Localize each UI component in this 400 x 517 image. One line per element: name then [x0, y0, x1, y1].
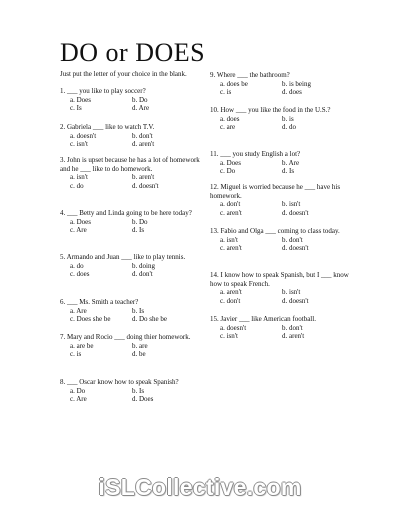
option-a: a. Does [220, 158, 241, 167]
option-d: d. doesn't [282, 208, 309, 217]
worksheet-title: DO or DOES [60, 38, 206, 67]
option-b: b. is [282, 114, 294, 123]
option-d: d. doesn't [282, 244, 309, 253]
answer-options [60, 342, 192, 359]
option-b: b. doing [132, 261, 155, 270]
option-a: a. doesn't [220, 323, 247, 332]
question-6 [60, 298, 192, 324]
question-text: 13. Fabio and Olga ___ coming to class today. [210, 227, 340, 235]
question-14 [210, 271, 355, 305]
option-b: b. Do [132, 95, 148, 104]
answer-options [210, 159, 342, 176]
answer-options [210, 324, 342, 341]
option-b: b. Do [132, 217, 148, 226]
option-d: d. does [282, 88, 302, 97]
option-d: d. Does [132, 395, 154, 404]
question-text: 14. I know how to speak Spanish, but I ___ know how to speak French. [210, 271, 349, 288]
question-text: 6. ___ Ms. Smith a teacher? [60, 298, 139, 306]
question-text: 15. Javier ___ like American football. [210, 315, 316, 323]
option-d: d. be [132, 350, 146, 359]
option-c: c. Are [70, 395, 87, 404]
option-c: c. is [70, 350, 82, 359]
answer-options [210, 80, 342, 97]
option-b: b. don't [282, 235, 303, 244]
option-a: a. Do [70, 386, 86, 395]
option-a: a. does be [220, 79, 248, 88]
question-3 [60, 156, 200, 190]
answer-options [210, 236, 342, 253]
question-text: 10. How ___ you like the food in the U.S.? [210, 106, 331, 114]
option-d: d. aren't [132, 140, 155, 149]
option-d: d. Do she be [132, 315, 167, 324]
option-d: d. Is [282, 167, 295, 176]
question-text: 9. Where ___ the bathroom? [210, 71, 290, 79]
option-b: b. don't [132, 131, 153, 140]
option-c: c. Are [70, 226, 87, 235]
answer-options [60, 307, 192, 324]
option-d: d. don't [132, 270, 153, 279]
watermark-logo: iSLCollective.com [98, 474, 302, 500]
question-text: 11. ___ you study English a lot? [210, 150, 301, 158]
option-d: d. do [282, 123, 296, 132]
option-d: d. doesn't [132, 181, 159, 190]
answer-options [60, 132, 192, 149]
answer-options [60, 173, 200, 190]
option-d: d. Are [132, 104, 150, 113]
option-a: a. don't [220, 200, 241, 209]
answer-options [210, 288, 355, 305]
option-a: a. isn't [70, 173, 88, 182]
option-c: c. Is [70, 104, 82, 113]
option-c: c. aren't [220, 244, 242, 253]
answer-options [60, 262, 192, 279]
instructions: Just put the letter of your choice in the blank. [60, 70, 187, 78]
question-8 [60, 378, 192, 404]
question-text: 12. Miguel is worried because he ___ have his homework. [210, 183, 341, 200]
answer-options [210, 115, 342, 132]
option-b: b. is being [282, 79, 311, 88]
option-a: a. does [220, 114, 240, 123]
option-c: c. isn't [220, 332, 238, 341]
option-a: a. doesn't [70, 131, 97, 140]
question-text: 2. Gabriela ___ like to watch T.V. [60, 123, 155, 131]
answer-options [60, 96, 192, 113]
question-7 [60, 333, 192, 359]
question-text: 4. ___ Betty and Linda going to be here today? [60, 209, 192, 217]
option-b: b. don't [282, 323, 303, 332]
question-13 [210, 227, 342, 253]
option-c: c. does [70, 270, 90, 279]
option-a: a. aren't [220, 288, 242, 297]
option-b: b. isn't [282, 288, 301, 297]
option-b: b. aren't [132, 173, 155, 182]
question-12 [210, 183, 355, 217]
question-10 [210, 106, 342, 132]
option-c: c. do [70, 181, 84, 190]
answer-options [210, 200, 355, 217]
option-b: b. isn't [282, 200, 301, 209]
option-d: d. aren't [282, 332, 305, 341]
option-c: c. are [220, 123, 236, 132]
option-a: a. do [70, 261, 84, 270]
question-text: 3. John is upset because he has a lot of homework and he ___ like to do homework. [60, 156, 200, 173]
question-9 [210, 71, 342, 97]
question-2 [60, 123, 192, 149]
question-text: 8. ___ Oscar know how to speak Spanish? [60, 378, 179, 386]
question-15 [210, 315, 342, 341]
option-b: b. Are [282, 158, 300, 167]
option-d: d. Is [132, 226, 145, 235]
answer-options [60, 218, 192, 235]
option-b: b. are [132, 341, 148, 350]
answer-options [60, 387, 192, 404]
option-c: c. Does she be [70, 315, 111, 324]
question-4 [60, 209, 192, 235]
option-d: d. doesn't [282, 296, 309, 305]
option-c: c. don't [220, 296, 241, 305]
option-c: c. Do [220, 167, 236, 176]
option-c: c. isn't [70, 140, 88, 149]
option-c: c. aren't [220, 208, 242, 217]
question-5 [60, 253, 192, 279]
option-a: a. isn't [220, 235, 238, 244]
question-text: 1. ___ you like to play soccer? [60, 87, 146, 95]
option-a: a. Are [70, 306, 87, 315]
question-1 [60, 87, 192, 113]
question-text: 5. Armando and Juan ___ like to play tennis. [60, 253, 186, 261]
option-a: a. Does [70, 95, 91, 104]
question-text: 7. Mary and Rocio ___ doing thier homework. [60, 333, 191, 341]
option-c: c. is [220, 88, 232, 97]
option-b: b. Is [132, 306, 145, 315]
option-a: a. Does [70, 217, 91, 226]
option-b: b. Is [132, 386, 145, 395]
question-11 [210, 150, 342, 176]
option-a: a. are be [70, 341, 94, 350]
